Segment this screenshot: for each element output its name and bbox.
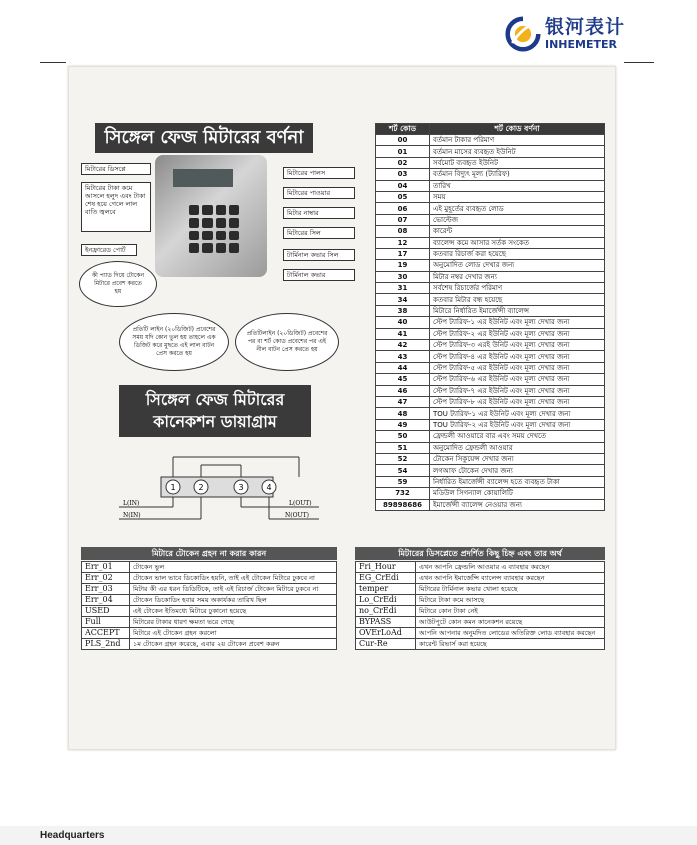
- row-code: 05: [376, 191, 430, 202]
- table-row: [376, 248, 605, 259]
- banner-connection-line1: সিঙ্গেল ফেজ মিটারের: [145, 390, 285, 410]
- row-description: কারেন্ট রিভার্স করা হয়েছে: [416, 639, 605, 650]
- table-row: [376, 374, 605, 385]
- row-code: USED: [82, 606, 130, 617]
- table-row: [356, 573, 605, 584]
- table-row: [376, 476, 605, 487]
- table-row: [82, 562, 337, 573]
- table-row: [376, 419, 605, 430]
- table-row: [356, 562, 605, 573]
- token-error-rows: [82, 562, 337, 650]
- row-description: কারেন্ট: [430, 226, 605, 237]
- row-code: 38: [376, 305, 430, 316]
- row-code: 50: [376, 431, 430, 442]
- row-description: মিটারের টাকার ধারণ ক্ষমতা ভরে গেছে: [130, 617, 337, 628]
- table-row: [376, 465, 605, 476]
- row-code: 43: [376, 351, 430, 362]
- table-row: [376, 294, 605, 305]
- row-code: 42: [376, 340, 430, 351]
- table-row: [356, 628, 605, 639]
- logo-english-text: INHEMETER: [545, 38, 617, 51]
- row-description: লগআফ টোকেন দেখার জন্য: [430, 465, 605, 476]
- terminal-2: [194, 480, 208, 494]
- row-description: বর্তমান টাকার পরিমাণ: [430, 135, 605, 146]
- row-code: 19: [376, 260, 430, 271]
- table-row: [356, 595, 605, 606]
- display-signs-rows: [356, 562, 605, 650]
- row-code: Lo_CrEdi: [356, 595, 416, 606]
- table-row: [376, 453, 605, 464]
- row-code: 07: [376, 214, 430, 225]
- logo-chinese-text: 银河表计: [545, 16, 626, 38]
- bubble-blue-button: প্রতিটিলাইন (২০ডিজিট) প্রবেশের পর বা শর্ট কোড প্রবেশের পর এই নীল বাটন প্রেস করতে হয়: [235, 313, 339, 371]
- terminal-3: [234, 480, 248, 494]
- row-code: OVErLoAd: [356, 628, 416, 639]
- label-l-in: L(IN): [123, 500, 140, 507]
- row-description: কতবার মিটার বন্ধ হয়েছে: [430, 294, 605, 305]
- row-code: BYPASS: [356, 617, 416, 628]
- table-row: [376, 408, 605, 419]
- table-row: [82, 617, 337, 628]
- short-code-header-code: শর্ট কোড: [376, 124, 430, 135]
- row-description: সর্বশেষ রিচার্জের পরিমাণ: [430, 283, 605, 294]
- svg-text:3: 3: [238, 483, 244, 492]
- logo-swirl-icon: [505, 16, 541, 52]
- table-row: [376, 385, 605, 396]
- row-code: temper: [356, 584, 416, 595]
- company-logo: [505, 14, 645, 54]
- table-row: [82, 573, 337, 584]
- table-row: [376, 317, 605, 328]
- row-code: 06: [376, 203, 430, 214]
- row-description: স্টেপ ট্যারিফ-৩ এরই উনিট এবং মূল্য দেখার জন্য: [430, 340, 605, 351]
- row-code: 45: [376, 374, 430, 385]
- row-description: মডিউল সিগন্যাল কোয়ালিটি: [430, 488, 605, 499]
- row-code: 08: [376, 226, 430, 237]
- short-code-header-desc: শর্ট কোড বর্ণনা: [430, 124, 605, 135]
- row-description: TOU ট্যারিফ-১ এর ইউনিট এবং মূল্য দেখার জন্য: [430, 408, 605, 419]
- label-l-out: L(OUT): [289, 500, 312, 507]
- row-code: Full: [82, 617, 130, 628]
- table-row: [376, 431, 605, 442]
- row-code: Err_02: [82, 573, 130, 584]
- row-description: ১ম টোকেন গ্রহন করেছে, এবার ২য় টোকেন প্রবেশ করুন: [130, 639, 337, 650]
- row-code: 31: [376, 283, 430, 294]
- row-code: Fri_Hour: [356, 562, 416, 573]
- row-description: অনুমোদিত ফ্রেন্ডলী আওয়ার: [430, 442, 605, 453]
- row-code: 01: [376, 146, 430, 157]
- row-description: বর্তমান বিদ্যুৎ মূল্য (ট্যারিফ): [430, 169, 605, 180]
- table-row: [356, 617, 605, 628]
- row-code: 03: [376, 169, 430, 180]
- row-code: 51: [376, 442, 430, 453]
- table-row: [376, 237, 605, 248]
- row-description: স্টেপ ট্যারিফ-৬ এর ইউনিট এবং মূল্য দেখার জন্য: [430, 374, 605, 385]
- row-code: 54: [376, 465, 430, 476]
- row-description: মিটারে কোন টাকা নেই: [416, 606, 605, 617]
- table-row: [376, 214, 605, 225]
- table-row: [376, 203, 605, 214]
- table-row: [376, 351, 605, 362]
- row-code: 17: [376, 248, 430, 259]
- row-description: স্টেপ ট্যারিফ-৪ এর ইউনিট এবং মূল্য দেখার জন্য: [430, 351, 605, 362]
- display-signs-table: [355, 561, 605, 650]
- table-row: [82, 606, 337, 617]
- meter-keypad-graphic: [189, 205, 239, 253]
- meter-display-graphic: [173, 169, 233, 187]
- callout-meter-seal: মিটারের সিল: [283, 227, 355, 239]
- row-description: টোকেন ডিকোডিং হবার সময় অকার্যকর তারিখ ছিল: [130, 595, 337, 606]
- terminal-4: [262, 480, 276, 494]
- row-description: টোকেন সিকুয়েন্স দেখার জন্য: [430, 453, 605, 464]
- row-code: 89898686: [376, 499, 430, 510]
- table-row: [356, 584, 605, 595]
- table-row: [82, 595, 337, 606]
- row-code: 44: [376, 362, 430, 373]
- row-code: Err_03: [82, 584, 130, 595]
- callout-infrared: ইনফ্রারেড পোর্ট: [81, 244, 137, 256]
- table-row: [376, 260, 605, 271]
- row-code: 12: [376, 237, 430, 248]
- callout-keypad: কী প্যাড দিয়ে টোকেন মিটারে প্রবেশ করতে হয়: [79, 261, 157, 307]
- footer-headquarters-label: Headquarters: [40, 830, 105, 841]
- row-code: 40: [376, 317, 430, 328]
- meter-photo: [155, 155, 267, 277]
- row-code: Err_04: [82, 595, 130, 606]
- row-code: 46: [376, 385, 430, 396]
- svg-text:2: 2: [198, 483, 204, 492]
- token-error-title: মিটারে টোকেন গ্রহন না করার কারন: [81, 547, 337, 560]
- table-row: [376, 305, 605, 316]
- row-description: নির্ধারিত ইমার্জেন্সী ব্যালেন্স হতে ব্যবহৃত টাকা: [430, 476, 605, 487]
- label-n-in: N(IN): [123, 512, 141, 519]
- row-description: এখন আপনি ফ্রেন্ডলি আওয়ার এ ব্যাবহার করছেন: [416, 562, 605, 573]
- row-description: ব্যালেন্স কমে আসার সর্তক সংকেত: [430, 237, 605, 248]
- row-code: 30: [376, 271, 430, 282]
- row-code: 47: [376, 396, 430, 407]
- scanned-document: [68, 66, 616, 750]
- row-code: PLS_2nd: [82, 639, 130, 650]
- row-description: আপনি আপনার অনুমদিত লোডের অতিরিক্ত লোড ব্যাবহার করছেন: [416, 628, 605, 639]
- row-code: 41: [376, 328, 430, 339]
- table-row: [376, 283, 605, 294]
- table-row: [376, 328, 605, 339]
- row-description: মিটারের টার্মিনাল কভার খোলা হয়েছে: [416, 584, 605, 595]
- table-row: [376, 271, 605, 282]
- row-code: ACCEPT: [82, 628, 130, 639]
- row-description: স্টেপ ট্যারিফ-২ এর ইউনিট এবং মূল্য দেখার জন্য: [430, 328, 605, 339]
- row-description: টোকেন ভাল ভাবে ডিকোডিং হয়নি, তাই এই টোকেন মিটারে ঢুকবে না: [130, 573, 337, 584]
- banner-connection-line2: কানেকশন ডায়াগ্রাম: [153, 412, 277, 431]
- table-row: [376, 157, 605, 168]
- row-code: 04: [376, 180, 430, 191]
- row-description: সময়: [430, 191, 605, 202]
- display-signs-title: মিটারের ডিসপ্লেতে প্রদর্শিত কিছু চিহ্ন এবং তার অর্থ: [355, 547, 605, 560]
- banner-meter-description: সিঙ্গেল ফেজ মিটারের বর্ণনা: [95, 123, 313, 153]
- row-code: 52: [376, 453, 430, 464]
- row-description: এই টোকেন ইতিমধ্যে মিটারে ঢুকানো হয়েছে: [130, 606, 337, 617]
- callout-power: মিটারের পাওয়ার: [283, 187, 355, 199]
- table-row: [376, 191, 605, 202]
- row-code: 34: [376, 294, 430, 305]
- table-row: [376, 499, 605, 510]
- table-row: [82, 639, 337, 650]
- row-code: 00: [376, 135, 430, 146]
- row-code: 48: [376, 408, 430, 419]
- wiring-diagram: [109, 451, 323, 527]
- banner-connection-diagram: [119, 385, 311, 437]
- row-description: স্টেপ ট্যারিফ-৮ এর ইউনিট এবং মূল্য দেখার জন্য: [430, 396, 605, 407]
- row-code: 732: [376, 488, 430, 499]
- table-row: [376, 488, 605, 499]
- row-description: মিটার কী এর ধরন ডিডিটিকে, তাই এই রিচার্জ টোকেন মিটারে ঢুকবে না: [130, 584, 337, 595]
- terminal-1: [166, 480, 180, 494]
- row-description: মিটারে নির্ধারিত ইমার্জেন্সী ব্যালেন্স: [430, 305, 605, 316]
- table-row: [356, 639, 605, 650]
- row-code: 59: [376, 476, 430, 487]
- table-row: [376, 340, 605, 351]
- callout-pulse: মিটারের পালস: [283, 167, 355, 179]
- row-description: কতবার রিচার্জ করা হয়েছে: [430, 248, 605, 259]
- table-row: [376, 226, 605, 237]
- label-n-out: N(OUT): [285, 512, 309, 519]
- table-row: [376, 169, 605, 180]
- token-error-table: [81, 561, 337, 650]
- table-row: [376, 135, 605, 146]
- table-row: [376, 180, 605, 191]
- table-row: [356, 606, 605, 617]
- row-description: TOU ট্যারিফ-২ এর ইউনিট এবং মূল্য দেখার জন্য: [430, 419, 605, 430]
- row-description: স্টেপ ট্যারিফ-৭ এর ইউনিট এবং মূল্য দেখার জন্য: [430, 385, 605, 396]
- table-row: [376, 146, 605, 157]
- row-description: মিটার নম্বর দেখার জন্য: [430, 271, 605, 282]
- row-code: no_CrEdi: [356, 606, 416, 617]
- row-code: 49: [376, 419, 430, 430]
- row-description: এখন আপনি ইমার্জেন্সি ব্যালেন্স ব্যাবহার করছেন: [416, 573, 605, 584]
- row-description: ইমার্জেন্সী ব্যালেন্স নেওয়ার জন্য: [430, 499, 605, 510]
- table-row: [376, 362, 605, 373]
- header-rule-right: [624, 62, 654, 63]
- row-description: অনুমোদিত লোড দেখার জন্য: [430, 260, 605, 271]
- footer-bar: [0, 826, 697, 845]
- row-code: 02: [376, 157, 430, 168]
- row-description: সর্বমোট ব্যবহৃত ইউনিট: [430, 157, 605, 168]
- row-code: Err_01: [82, 562, 130, 573]
- short-code-rows: [376, 135, 605, 511]
- callout-terminal-cover: টার্মিনাল কভার: [283, 269, 355, 281]
- row-code: Cur-Re: [356, 639, 416, 650]
- callout-led: মিটারের টাকা কমে আসলে হলুদ এবং টাকা শেষ হয়ে গেলে লাল বাতি জ্বলবে: [81, 182, 151, 232]
- row-description: মিটারে টাকা কমে আসছে: [416, 595, 605, 606]
- callout-meter-number: মিটার নাম্বার: [283, 207, 355, 219]
- row-description: স্টেপ ট্যারিফ-৫ এর ইউনিট এবং মূল্য দেখার জন্য: [430, 362, 605, 373]
- row-description: ফ্রেন্ডলী আওয়ারে বার এবং সময় দেখতে: [430, 431, 605, 442]
- row-description: তারিখ: [430, 180, 605, 191]
- table-row: [82, 628, 337, 639]
- bubble-red-button: প্রতিটি লাইন (২০ডিজিট) প্রবেশের সময় যদি কোন ভুল হয় তাহলে এক ডিজিট করে মুছতে এই লাল বাটন প্রেস করতে হয়: [119, 313, 229, 371]
- short-code-table: [375, 123, 605, 511]
- row-description: এই মুহূর্তের ব্যবহৃত লোড: [430, 203, 605, 214]
- row-description: বর্তমান মাসের ব্যবহৃত ইউনিট: [430, 146, 605, 157]
- row-description: স্টেপ ট্যারিফ-১ এর ইউনিট এবং মূল্য দেখার জন্য: [430, 317, 605, 328]
- header-rule-left: [40, 62, 66, 63]
- svg-text:4: 4: [266, 483, 272, 492]
- row-description: ভোল্টেজ: [430, 214, 605, 225]
- row-description: মিটারে এই টোকেন গ্রহন করলো: [130, 628, 337, 639]
- row-description: আউটপুটে কোন কমন কানেকশন রয়েছে: [416, 617, 605, 628]
- callout-terminal-cover-seal: টার্মিনাল কভার সিল: [283, 249, 355, 261]
- table-row: [376, 396, 605, 407]
- row-description: টোকেন ভুল: [130, 562, 337, 573]
- callout-display: মিটারের ডিসপ্লে: [81, 163, 151, 175]
- svg-text:1: 1: [170, 483, 176, 492]
- table-row: [82, 584, 337, 595]
- row-code: EG_CrEdi: [356, 573, 416, 584]
- table-row: [376, 442, 605, 453]
